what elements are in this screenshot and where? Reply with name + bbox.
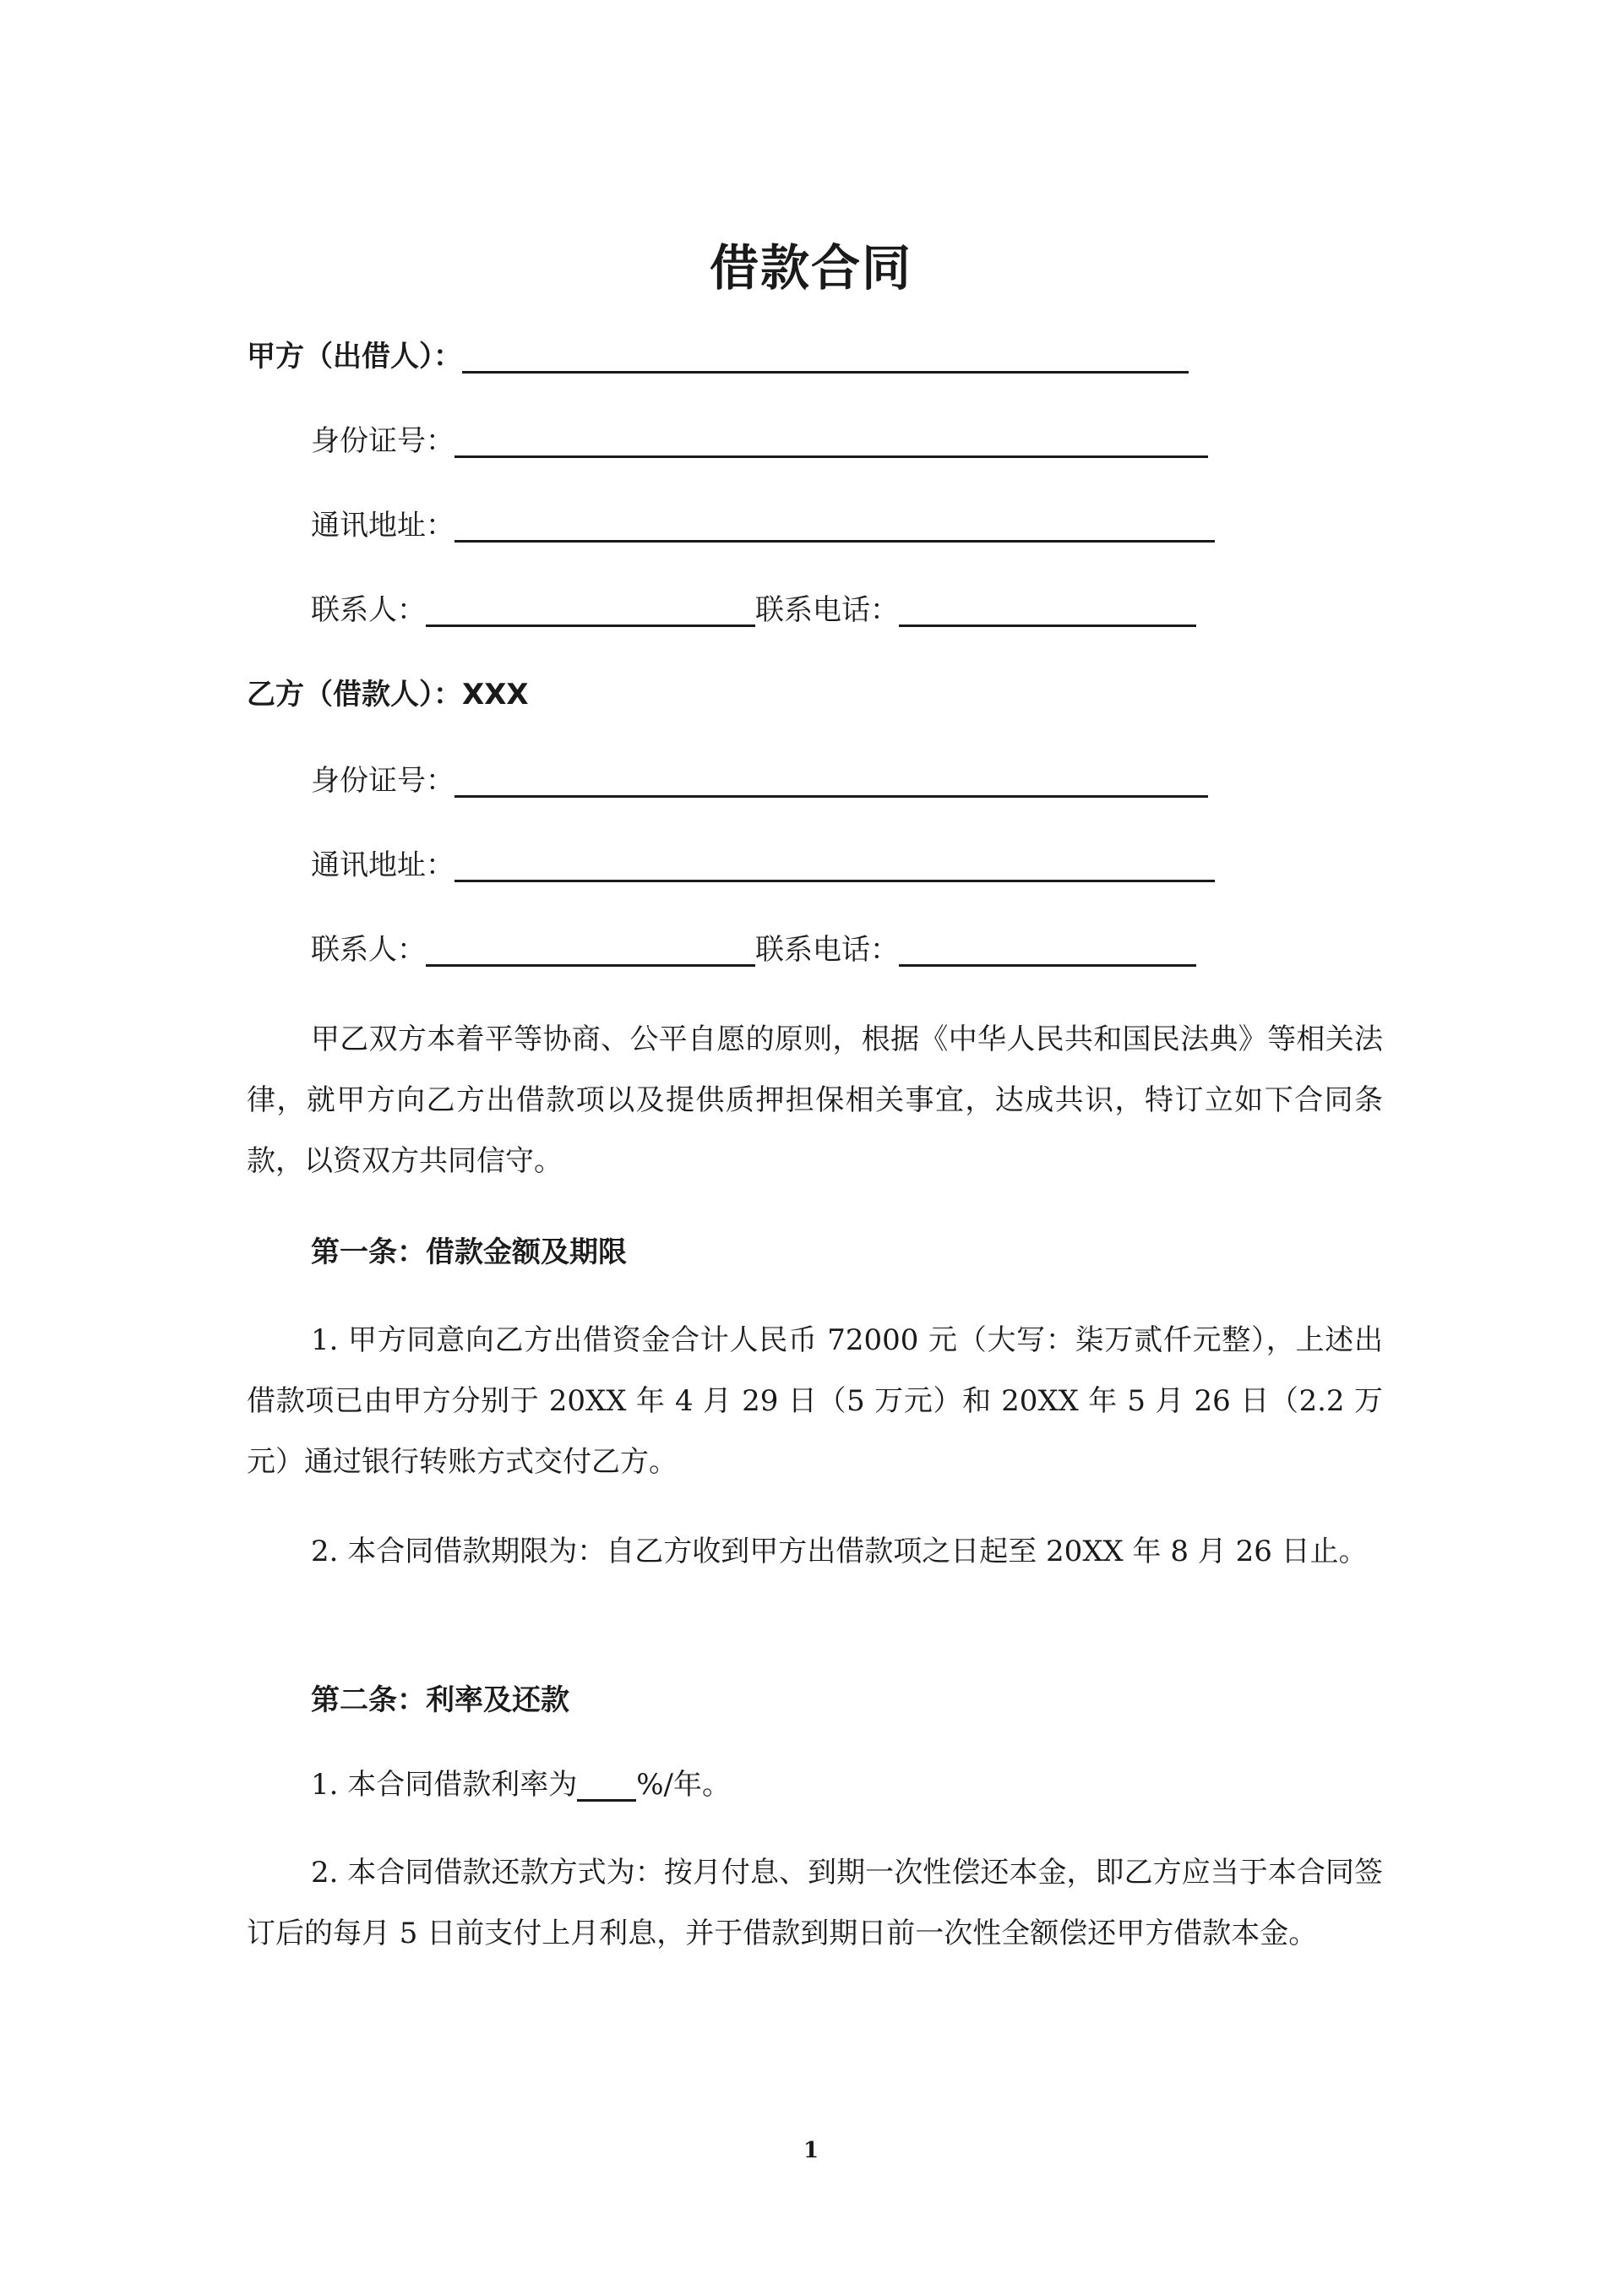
article1-heading: 第一条：借款金额及期限 — [311, 1235, 627, 1269]
party-b-label: 乙方（借款人）：XXX — [247, 678, 529, 712]
party-b-address-label: 通讯地址： — [311, 848, 454, 882]
party-a-address-field[interactable] — [454, 511, 1215, 543]
article1-item1: 1. 甲方同意向乙方出借资金合计人民币 72000 元（大写：柒万贰仟元整），上述出借款项已由甲方分别于 20XX 年 4 月 29 日（5 万元）和 20XX 年 5 月 26 日（2.2 万元）通过银行转账方式交付乙方。 — [247, 1323, 1383, 1479]
party-b-contact-row — [311, 933, 1196, 967]
article2-heading: 第二条：利率及还款 — [311, 1683, 569, 1717]
interest-rate-field[interactable] — [577, 1770, 636, 1802]
party-a-id-field[interactable] — [454, 427, 1208, 458]
party-b-address-row — [311, 848, 1215, 882]
party-b-id-field[interactable] — [454, 766, 1208, 798]
article2-item1: 1. 本合同借款利率为 %/年。 — [311, 1768, 732, 1802]
party-a-id-row — [311, 424, 1208, 458]
article2-item2: 2. 本合同借款还款方式为：按月付息、到期一次性偿还本金，即乙方应当于本合同签订后的每月 5 日前支付上月利息，并于借款到期日前一次性全额偿还甲方借款本金。 — [247, 1856, 1383, 1950]
party-a-phone-label: 联系电话： — [755, 593, 899, 627]
party-b-phone-label: 联系电话： — [755, 933, 899, 967]
party-a-phone-field[interactable] — [899, 596, 1196, 627]
party-a-contact-label: 联系人： — [311, 593, 426, 627]
party-b-address-field[interactable] — [454, 851, 1215, 882]
page-title: 借款合同 — [709, 239, 912, 297]
party-a-contact-row — [311, 593, 1196, 627]
party-b-contact-label: 联系人： — [311, 933, 426, 967]
article1-item2: 2. 本合同借款期限为：自乙方收到甲方出借款项之日起至 20XX 年 8 月 26 日止。 — [311, 1535, 1368, 1568]
preamble-paragraph: 甲乙双方本着平等协商、公平自愿的原则，根据《中华人民共和国民法典》等相关法律，就甲方向乙方出借款项以及提供质押担保相关事宜，达成共识，特订立如下合同条款，以资双方共同信守。 — [247, 1023, 1383, 1178]
party-a-address-label: 通讯地址： — [311, 509, 454, 543]
party-b-id-row — [311, 764, 1208, 798]
party-a-contact-field[interactable] — [426, 596, 755, 627]
party-a-label: 甲方（出借人）： — [247, 340, 1189, 374]
party-b-id-label: 身份证号： — [311, 764, 454, 798]
party-b-contact-field[interactable] — [426, 935, 755, 967]
party-b-phone-field[interactable] — [899, 935, 1196, 967]
party-a-id-label: 身份证号： — [311, 424, 454, 458]
party-a-address-row — [311, 509, 1215, 543]
page-number: 1 — [803, 2138, 819, 2163]
party-a-name-field[interactable] — [462, 342, 1189, 374]
